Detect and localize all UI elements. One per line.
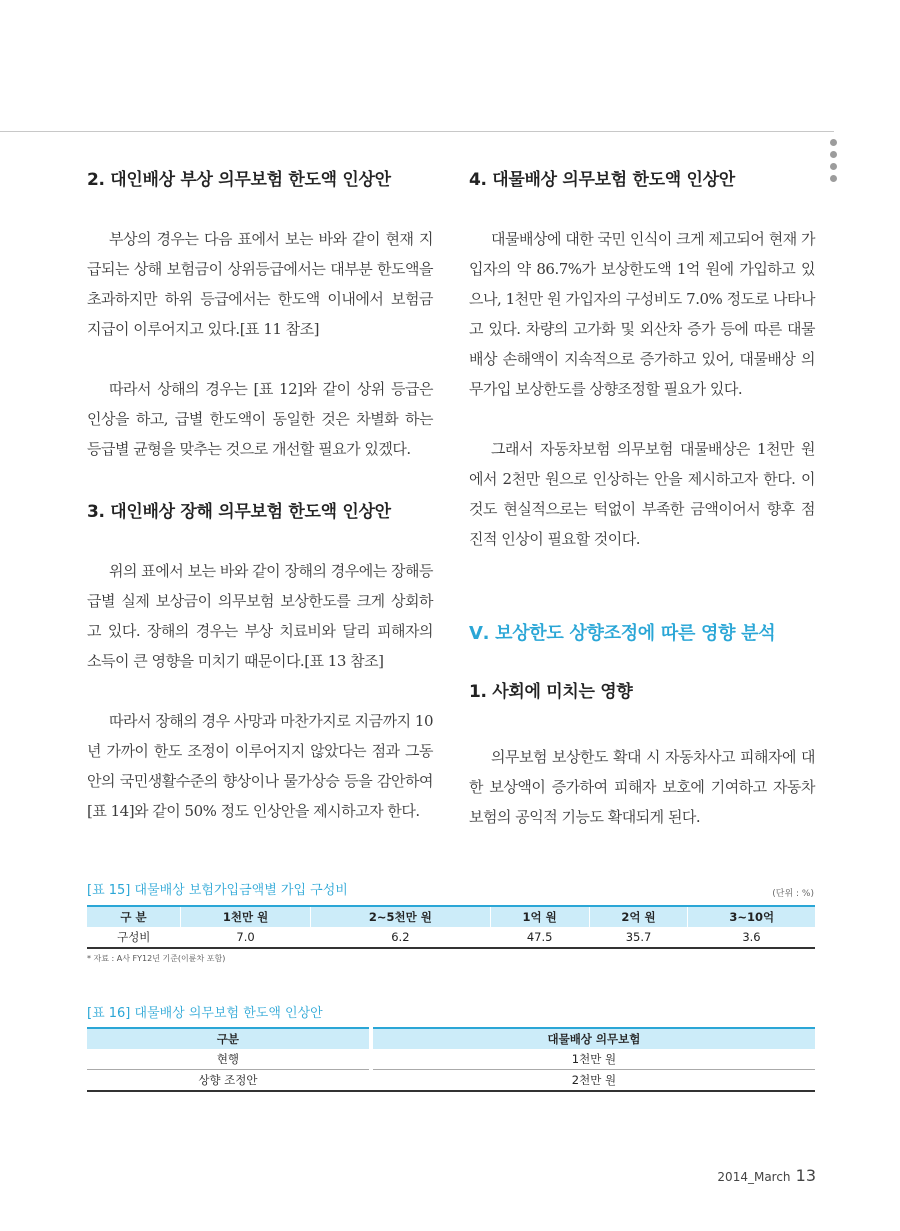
table-cell: 6.2	[311, 927, 491, 948]
table-15-note: * 자료 : A사 FY12년 기준(이륜차 포함)	[87, 954, 226, 963]
page-footer	[700, 1166, 816, 1185]
section-4-paragraph-2: 그래서 자동차보험 의무보험 대물배상은 1천만 원에서 2천만 원으로 인상하는 안을 제시하고자 한다. 이것도 현실적으로는 턱없이 부족한 금액이어서 향후 점진적 인상이 필요할 것이다.	[469, 440, 815, 548]
table-header-row	[87, 1028, 815, 1049]
chapter-5-heading: Ⅴ. 보상한도 상향조정에 따른 영향 분석	[469, 623, 776, 644]
table-15-title: [표 15] 대물배상 보험가입금액별 가입 구성비	[87, 883, 348, 898]
table-15-unit: (단위 : %)	[772, 889, 814, 899]
section-4-heading: 4. 대물배상 의무보험 한도액 인상안	[469, 170, 735, 190]
section-4-paragraph-1: 대물배상에 대한 국민 인식이 크게 제고되어 현재 가입자의 약 86.7%가 보상한도액 1억 원에 가입하고 있으나, 1천만 원 가입자의 구성비도 7.0% 정도로 나타나고 있다. 차량의 고가화 및 외산차 증가 등에 따른 대물배상 손해액이 지속적으로 증가하고 있어, 대물배상 의무가입 보상한도를 상향조정할 필요가 있다.	[469, 230, 815, 398]
table-16	[87, 1027, 815, 1092]
table-header: 3~10억	[688, 906, 815, 927]
section-2-paragraph-2: 따라서 상해의 경우는 [표 12]와 같이 상위 등급은 인상을 하고, 급별 한도액이 동일한 것은 차별화 하는 등급별 균형을 맞추는 것으로 개선할 필요가 있겠다.	[87, 380, 433, 458]
table-16-title: [표 16] 대물배상 의무보험 한도액 인상안	[87, 1006, 323, 1021]
header-rule	[0, 131, 834, 132]
section-2-heading: 2. 대인배상 부상 의무보험 한도액 인상안	[87, 170, 391, 190]
right-column	[469, 166, 815, 832]
section-2-paragraph-1: 부상의 경우는 다음 표에서 보는 바와 같이 현재 지급되는 상해 보험금이 상위등급에서는 대부분 한도액을 초과하지만 하위 등급에서는 한도액 이내에서 보험금 지급이 이루어지고 있다.[표 11 참조]	[87, 230, 433, 338]
table-row	[87, 1070, 815, 1092]
section-3-heading: 3. 대인배상 장해 의무보험 한도액 인상안	[87, 502, 391, 522]
table-cell: 47.5	[490, 927, 589, 948]
table-cell: 35.7	[589, 927, 688, 948]
table-header: 구 분	[87, 906, 181, 927]
table-header-row	[87, 906, 815, 927]
section-3-paragraph-2: 따라서 장해의 경우 사망과 마찬가지로 지금까지 10년 가까이 한도 조정이 이루어지지 않았다는 점과 그동안의 국민생활수준의 향상이나 물가상승 등을 감안하여 [표 14]와 같이 50% 정도 인상안을 제시하고자 한다.	[87, 712, 433, 820]
table-row	[87, 927, 815, 948]
dot-icon	[830, 151, 837, 158]
table-cell: 7.0	[181, 927, 311, 948]
subsection-1-heading: 1. 사회에 미치는 영향	[469, 682, 633, 702]
table-header: 대물배상 의무보험	[373, 1028, 815, 1049]
table-header: 구분	[87, 1028, 369, 1049]
issue-label: 2014_March	[717, 1170, 791, 1184]
left-column	[87, 166, 433, 826]
table-cell: 현행	[87, 1049, 369, 1070]
table-header: 2억 원	[589, 906, 688, 927]
table-row	[87, 1049, 815, 1070]
dot-icon	[830, 175, 837, 182]
section-3-paragraph-1: 위의 표에서 보는 바와 같이 장해의 경우에는 장해등급별 실제 보상금이 의무보험 보상한도를 크게 상회하고 있다. 장해의 경우는 부상 치료비와 달리 피해자의 소득이 큰 영향을 미치기 때문이다.[표 13 참조]	[87, 562, 433, 670]
dot-icon	[830, 163, 837, 170]
table-cell: 상향 조정안	[87, 1070, 369, 1092]
table-header: 1천만 원	[181, 906, 311, 927]
table-header: 1억 원	[490, 906, 589, 927]
table-header: 2~5천만 원	[311, 906, 491, 927]
page-number: 13	[795, 1166, 816, 1185]
table-cell: 구성비	[87, 927, 181, 948]
table-cell: 3.6	[688, 927, 815, 948]
dot-icon	[830, 139, 837, 146]
subsection-1-paragraph: 의무보험 보상한도 확대 시 자동차사고 피해자에 대한 보상액이 증가하여 피해자 보호에 기여하고 자동차보험의 공익적 기능도 확대되게 된다.	[469, 748, 815, 826]
table-15	[87, 905, 815, 949]
decorative-dots	[830, 139, 838, 187]
table-cell: 1천만 원	[373, 1049, 815, 1070]
table-cell: 2천만 원	[373, 1070, 815, 1092]
